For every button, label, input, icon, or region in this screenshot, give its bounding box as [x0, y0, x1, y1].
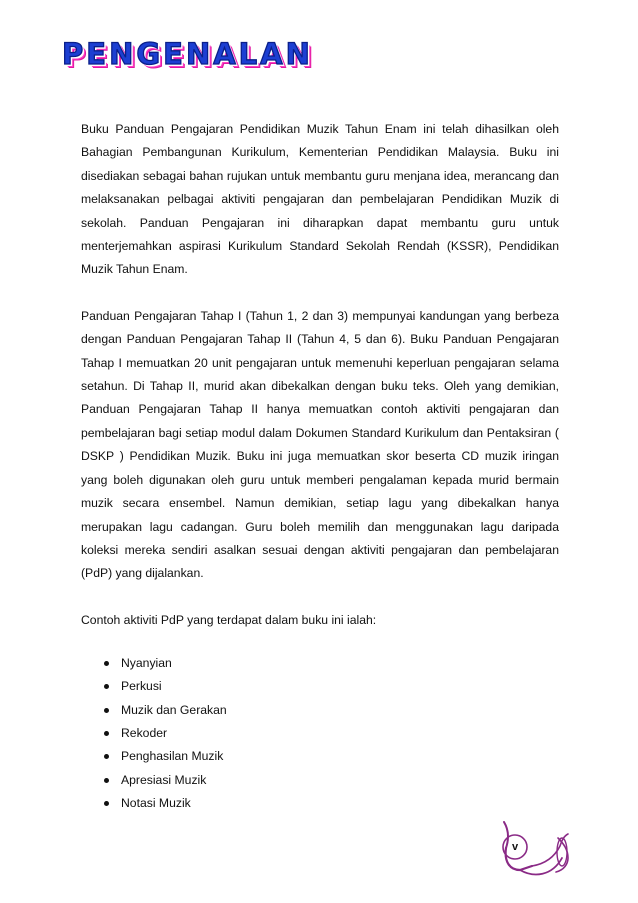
- list-item: Muzik dan Gerakan: [102, 699, 559, 722]
- list-item: Perkusi: [102, 675, 559, 698]
- activity-list: [81, 652, 559, 815]
- list-item: Penghasilan Muzik: [102, 745, 559, 768]
- paragraph-intro: Buku Panduan Pengajaran Pendidikan Muzik Tahun Enam ini telah dihasilkan oleh Bahagian Pembangunan Kurikulum, Kementerian Pendidikan Malaysia. Buku ini disediakan sebagai bahan rujukan untuk membantu guru menjana idea, merancang dan melaksanakan pelbagai aktiviti pengajaran dan pembelajaran Pendidikan Muzik di sekolah. Panduan Pengajaran ini diharapkan dapat membantu guru untuk menterjemahkan aspirasi Kurikulum Standard Sekolah Rendah (KSSR), Pendidikan Muzik Tahun Enam.: [81, 122, 559, 277]
- page-number: v: [511, 841, 519, 853]
- list-item: Rekoder: [102, 722, 559, 745]
- list-item: Apresiasi Muzik: [102, 769, 559, 792]
- page-title: PENGENALAN: [62, 37, 313, 71]
- body-text: [81, 118, 559, 815]
- paragraph-tahap: Panduan Pengajaran Tahap I (Tahun 1, 2 dan 3) mempunyai kandungan yang berbeza dengan Panduan Pengajaran Tahap II (Tahun 4, 5 dan 6). Buku Panduan Pengajaran Tahap I memuatkan 20 unit pengajaran untuk memenuhi keperluan pengajaran selama setahun. Di Tahap II, murid akan dibekalkan dengan buku teks. Oleh yang demikian, Panduan Pengajaran Tahap II hanya memuatkan contoh aktiviti pengajaran dan pembelajaran bagi setiap modul dalam Dokumen Standard Kurikulum dan Pentaksiran ( DSKP ) Pendidikan Muzik. Buku ini juga memuatkan skor beserta CD muzik iringan yang boleh digunakan oleh guru untuk memberi pengalaman kepada murid bermain muzik secara ensembel. Namun demikian, setiap lagu yang dibekalkan hanya merupakan lagu cadangan. Guru boleh memilih dan menggunakan lagu daripada koleksi mereka sendiri asalkan sesuai dengan aktiviti pengajaran dan pembelajaran (PdP) yang dijalankan.: [81, 308, 559, 581]
- list-item: Notasi Muzik: [102, 792, 559, 815]
- list-item: Nyanyian: [102, 652, 559, 675]
- list-intro: Contoh aktiviti PdP yang terdapat dalam buku ini ialah:: [81, 612, 377, 627]
